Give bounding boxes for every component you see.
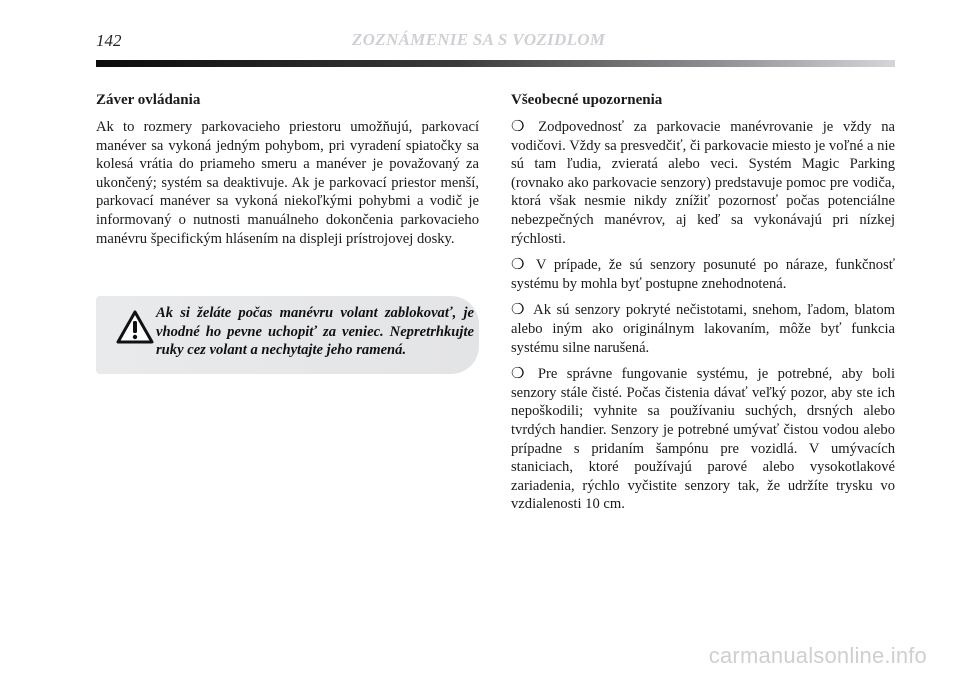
bullet-circle-icon: ❍ bbox=[511, 302, 525, 319]
bullet-circle-icon: ❍ bbox=[511, 366, 525, 383]
section-heading-zaver: Záver ovládania bbox=[96, 92, 201, 108]
bullet-item bbox=[511, 301, 895, 357]
bullet-item bbox=[511, 118, 895, 248]
bullet-item bbox=[511, 256, 895, 293]
warning-triangle-icon bbox=[116, 310, 154, 344]
running-header-title: ZOZNÁMENIE SA S VOZIDLOM bbox=[352, 30, 606, 49]
bullet-item bbox=[511, 365, 895, 514]
bullet-text: Ak sú senzory pokryté nečistotami, snehom, ľadom, blatom alebo iným ako originálnym lakovaním, môže byť funkcia systému silne narušená. bbox=[511, 302, 895, 356]
bullet-text: V prípade, že sú senzory posunuté po náraze, funkčnosť systému by mohla byť postupne znehodnotená. bbox=[511, 257, 895, 292]
section-heading-upozornenia: Všeobecné upozornenia bbox=[511, 92, 663, 108]
warning-text: Ak si želáte počas manévru volant zablokovať, je vhodné ho pevne uchopiť za veniec. Nepretrhkujte ruky cez volant a nechytajte jeho ramená. bbox=[156, 305, 474, 359]
bullet-text: Pre správne fungovanie systému, je potrebné, aby boli senzory stále čisté. Počas čistenia dávať veľký pozor, aby ste ich nepoškodili; vyhnite sa používaniu suchých, drsných alebo tvrdých handier. Senzory je potrebné umývať čistou vodou alebo prípadne s pridaním šampónu pre vozidlá. V umývacích staniciach, ktoré používajú parové alebo vysokotlakové zariadenia, rýchlo vyčistite senzory tak, že udržíte trysku vo vzdialenosti 10 cm. bbox=[511, 366, 895, 513]
warning-box bbox=[96, 296, 479, 374]
page-number: 142 bbox=[96, 31, 122, 50]
header-rule bbox=[96, 60, 895, 67]
left-column bbox=[96, 90, 479, 248]
right-column bbox=[511, 90, 895, 522]
bullet-text: Zodpovednosť za parkovacie manévrovanie je vždy na vodičovi. Vždy sa presvedčiť, či parkovacie miesto je voľné a nie sú tam ľudia, zvieratá alebo veci. Systém Magic Parking (rovnako ako parkovacie senzory) predstavuje pomoc pre vodiča, ktorá však nesmie nikdy znížiť pozornosť počas potenciálne nebezpečných manévrov, aj keď sa vykonávajú pri nízkej rýchlosti. bbox=[511, 119, 895, 247]
site-watermark: carmanualsonline.info bbox=[708, 643, 927, 668]
body-paragraph: Ak to rozmery parkovacieho priestoru umožňujú, parkovací manéver sa vykoná jedným pohybom, pri vyradení spiatočky sa kolesá vrátia do priameho smeru a manéver je považovaný za ukončený; systém sa deaktivuje. Ak je parkovací priestor menší, parkovací manéver sa vykoná niekoľkými pohybmi a vodič je informovaný o nutnosti manuálneho dokončenia parkovacieho manévru špecifickým hlásením na displeji prístrojovej dosky. bbox=[96, 119, 479, 247]
bullet-circle-icon: ❍ bbox=[511, 257, 525, 274]
bullet-circle-icon: ❍ bbox=[511, 119, 525, 135]
